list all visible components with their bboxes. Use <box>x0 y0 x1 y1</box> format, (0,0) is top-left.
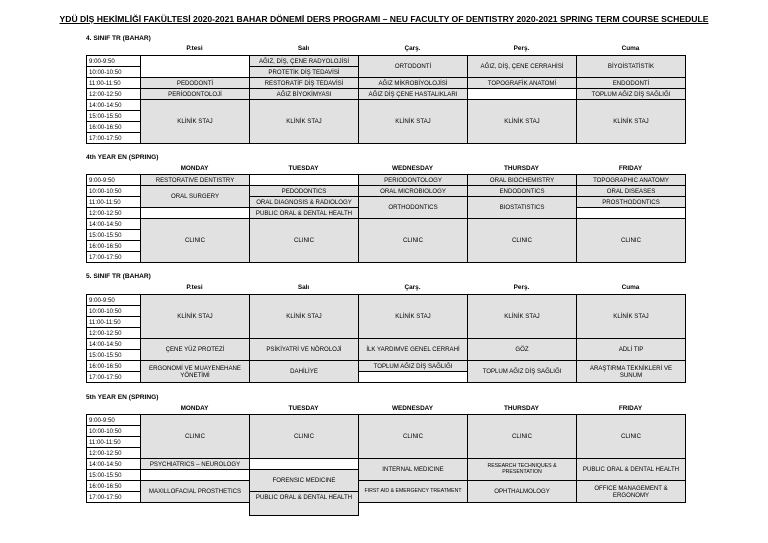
day-header: THURSDAY <box>504 405 539 412</box>
day-header: Perş. <box>513 284 530 291</box>
time-cell: 16:00-16:50 <box>87 122 141 133</box>
course-cell: PSİKİYATRİ VE NÖROLOJİ <box>250 339 359 361</box>
day-header: Cuma <box>621 284 640 291</box>
course-cell: ERGONOMİ VE MUAYENEHANE YÖNETİMİ <box>141 361 250 383</box>
page-title: YDÜ DİŞ HEKİMLİĞİ FAKÜLTESİ 2020-2021 BAHAR DÖNEMİ DERS PROGRAMI – NEU FACULTY OF DENTISTRY 2020-2021 SPRING TERM COURSE SCHEDULE <box>59 14 709 24</box>
course-cell: CLINIC <box>250 219 359 263</box>
course-cell: FORENSIC MEDICINE <box>250 470 359 492</box>
empty-cell <box>359 372 468 383</box>
time-cell: 15:00-15:50 <box>87 230 141 241</box>
time-cell: 11:00-11:50 <box>87 437 141 448</box>
course-cell: PROTETİK DİŞ TEDAVİSİ <box>250 67 359 78</box>
day-header: Salı <box>297 45 310 52</box>
course-cell: PEDODONTİ <box>141 78 250 89</box>
time-cell: 12:00-12:50 <box>87 208 141 219</box>
course-cell: KLİNİK STAJ <box>468 100 577 144</box>
time-cell: 17:00-17:50 <box>87 252 141 263</box>
course-cell: AĞIZ BİYOKİMYASI <box>250 89 359 100</box>
day-header: Perş. <box>513 45 530 52</box>
course-cell: FIRST AID & EMERGENCY TREATMENT <box>359 481 468 503</box>
course-cell: CLINIC <box>577 219 686 263</box>
day-header: Salı <box>297 284 310 291</box>
time-cell: 9:00-9:50 <box>87 175 141 186</box>
time-cell: 14:00-14:50 <box>87 459 141 470</box>
time-cell: 11:00-11:50 <box>87 197 141 208</box>
course-cell: PROSTHODONTICS <box>577 197 686 208</box>
empty-cell <box>250 459 359 470</box>
course-cell: OFFICE MANAGEMENT & ERGONOMY <box>577 481 686 503</box>
time-cell: 14:00-14:50 <box>87 100 141 111</box>
course-cell: KLİNİK STAJ <box>250 295 359 339</box>
time-cell: 15:00-15:50 <box>87 470 141 481</box>
course-cell: ENDODONTICS <box>468 186 577 197</box>
day-header: THURSDAY <box>504 165 539 172</box>
course-cell: AĞIZ, DİŞ, ÇENE CERRAHİSİ <box>468 56 577 78</box>
day-header: WEDNESDAY <box>392 165 433 172</box>
time-cell: 14:00-14:50 <box>87 339 141 350</box>
time-cell: 9:00-9:50 <box>87 56 141 67</box>
course-cell: PUBLIC ORAL & DENTAL HEALTH <box>250 208 359 219</box>
course-cell: CLINIC <box>468 219 577 263</box>
time-cell: 10:00-10:50 <box>87 306 141 317</box>
empty-cell <box>468 89 577 100</box>
course-cell: KLİNİK STAJ <box>141 295 250 339</box>
time-cell: 11:00-11:50 <box>87 78 141 89</box>
course-cell: RESEARCH TECHNIQUES & PRESENTATION <box>468 459 577 481</box>
time-cell: 9:00-9:50 <box>87 295 141 306</box>
time-cell: 17:00-17:50 <box>87 372 141 383</box>
course-cell: KLİNİK STAJ <box>577 100 686 144</box>
day-header: Çarş. <box>404 45 421 52</box>
day-header: MONDAY <box>180 165 209 172</box>
course-cell: ADLİ TIP <box>577 339 686 361</box>
empty-cell <box>577 208 686 219</box>
time-cell: 12:00-12:50 <box>87 89 141 100</box>
course-cell: BİYOİSTATİSTİK <box>577 56 686 78</box>
empty-cell <box>141 56 250 78</box>
course-cell: AĞIZ DİŞ ÇENE HASTALIKLARI <box>359 89 468 100</box>
course-cell: PERIODONTOLOGY <box>359 175 468 186</box>
schedule-table-4en <box>86 174 686 263</box>
empty-cell <box>141 208 250 219</box>
section-label-4en: 4th YEAR EN (SPRING) <box>86 154 159 161</box>
section-label-5en: 5th YEAR EN (SPRING) <box>86 394 159 401</box>
time-cell: 11:00-11:50 <box>87 317 141 328</box>
schedule-table-4tr <box>86 55 686 144</box>
time-cell: 14:00-14:50 <box>87 219 141 230</box>
course-cell: MAXILLOFACIAL PROSTHETICS <box>141 481 250 503</box>
course-cell: ORAL MICROBIOLOGY <box>359 186 468 197</box>
course-cell: CLINIC <box>141 415 250 459</box>
course-cell: INTERNAL MEDICINE <box>359 459 468 481</box>
time-cell: 17:00-17:50 <box>87 133 141 144</box>
course-cell: CLINIC <box>250 415 359 459</box>
time-cell: 10:00-10:50 <box>87 426 141 437</box>
course-cell: CLINIC <box>577 415 686 459</box>
course-cell: KLİNİK STAJ <box>468 295 577 339</box>
course-cell: ÇENE YÜZ PROTEZİ <box>141 339 250 361</box>
course-cell: PEDODONTICS <box>250 186 359 197</box>
section-label-5tr: 5. SINIF TR (BAHAR) <box>86 273 151 280</box>
course-cell: ORAL BIOCHEMISTRY <box>468 175 577 186</box>
course-cell: PERİODONTOLOJİ <box>141 89 250 100</box>
course-cell: TOPLUM AĞIZ DİŞ SAĞLIĞI <box>577 89 686 100</box>
course-cell: ORAL DIAGNOSIS & RADIOLOGY <box>250 197 359 208</box>
course-cell: TOPLUM AĞIZ DİŞ SAĞLIĞI <box>359 361 468 372</box>
course-cell: AĞIZ MİKROBİYOLOJİSİ <box>359 78 468 89</box>
course-cell: ORTHODONTICS <box>359 197 468 219</box>
course-cell: TOPLUM AĞIZ DİŞ SAĞLIĞI <box>468 361 577 383</box>
course-cell: PSYCHIATRICS – NEUROLOGY <box>141 459 250 470</box>
day-header: Cuma <box>621 45 640 52</box>
course-cell: ORTODONTİ <box>359 56 468 78</box>
day-header: MONDAY <box>180 405 209 412</box>
day-header: TUESDAY <box>288 405 319 412</box>
time-cell: 16:00-16:50 <box>87 481 141 492</box>
course-cell: BIOSTATISTICS <box>468 197 577 219</box>
empty-cell <box>250 175 359 186</box>
course-cell: KLİNİK STAJ <box>141 100 250 144</box>
day-header: WEDNESDAY <box>392 405 433 412</box>
course-cell: KLİNİK STAJ <box>359 295 468 339</box>
course-cell: CLINIC <box>468 415 577 459</box>
day-header: TUESDAY <box>288 165 319 172</box>
course-cell: CLINIC <box>141 219 250 263</box>
time-cell: 10:00-10:50 <box>87 186 141 197</box>
course-cell: RESTORATIVE DENTISTRY <box>141 175 250 186</box>
course-cell: İLK YARDIMVE GENEL CERRAHİ <box>359 339 468 361</box>
course-cell: ARAŞTIRMA TEKNİKLERİ VE SUNUM <box>577 361 686 383</box>
day-header: FRIDAY <box>618 405 643 412</box>
course-cell: PUBLIC ORAL & DENTAL HEALTH <box>249 493 359 516</box>
course-cell: TOPOGRAFİK ANATOMİ <box>468 78 577 89</box>
course-cell: CLINIC <box>359 415 468 459</box>
course-cell: KLİNİK STAJ <box>359 100 468 144</box>
course-cell: PUBLIC ORAL & DENTAL HEALTH <box>577 459 686 481</box>
section-label-4tr: 4. SINIF TR (BAHAR) <box>86 35 151 42</box>
course-cell: TOPOGRAPHIC ANATOMY <box>577 175 686 186</box>
day-header: P.tesi <box>186 284 203 291</box>
time-cell: 12:00-12:50 <box>87 328 141 339</box>
time-cell: 12:00-12:50 <box>87 448 141 459</box>
time-cell: 16:00-16:50 <box>87 361 141 372</box>
course-cell: CLINIC <box>359 219 468 263</box>
day-header: FRIDAY <box>618 165 643 172</box>
time-cell: 10:00-10:50 <box>87 67 141 78</box>
time-cell: 15:00-15:50 <box>87 350 141 361</box>
course-cell: GÖZ <box>468 339 577 361</box>
schedule-table-5en <box>86 414 686 503</box>
course-cell: RESTORATİF DİŞ TEDAVİSİ <box>250 78 359 89</box>
schedule-table-5tr <box>86 294 686 383</box>
time-cell: 15:00-15:50 <box>87 111 141 122</box>
time-cell: 17:00-17:50 <box>87 492 141 503</box>
time-cell: 9:00-9:50 <box>87 415 141 426</box>
course-cell: DAHİLİYE <box>250 361 359 383</box>
day-header: Çarş. <box>404 284 421 291</box>
course-cell: ORAL SURGERY <box>141 186 250 208</box>
course-cell: OPHTHALMOLOGY <box>468 481 577 503</box>
empty-cell <box>141 470 250 481</box>
course-cell: KLİNİK STAJ <box>250 100 359 144</box>
course-cell: ORAL DISEASES <box>577 186 686 197</box>
course-cell: AĞIZ, DİŞ, ÇENE RADYOLOJİSİ <box>250 56 359 67</box>
course-cell: KLİNİK STAJ <box>577 295 686 339</box>
time-cell: 16:00-16:50 <box>87 241 141 252</box>
day-header: P.tesi <box>186 45 203 52</box>
course-cell: ENDODONTİ <box>577 78 686 89</box>
